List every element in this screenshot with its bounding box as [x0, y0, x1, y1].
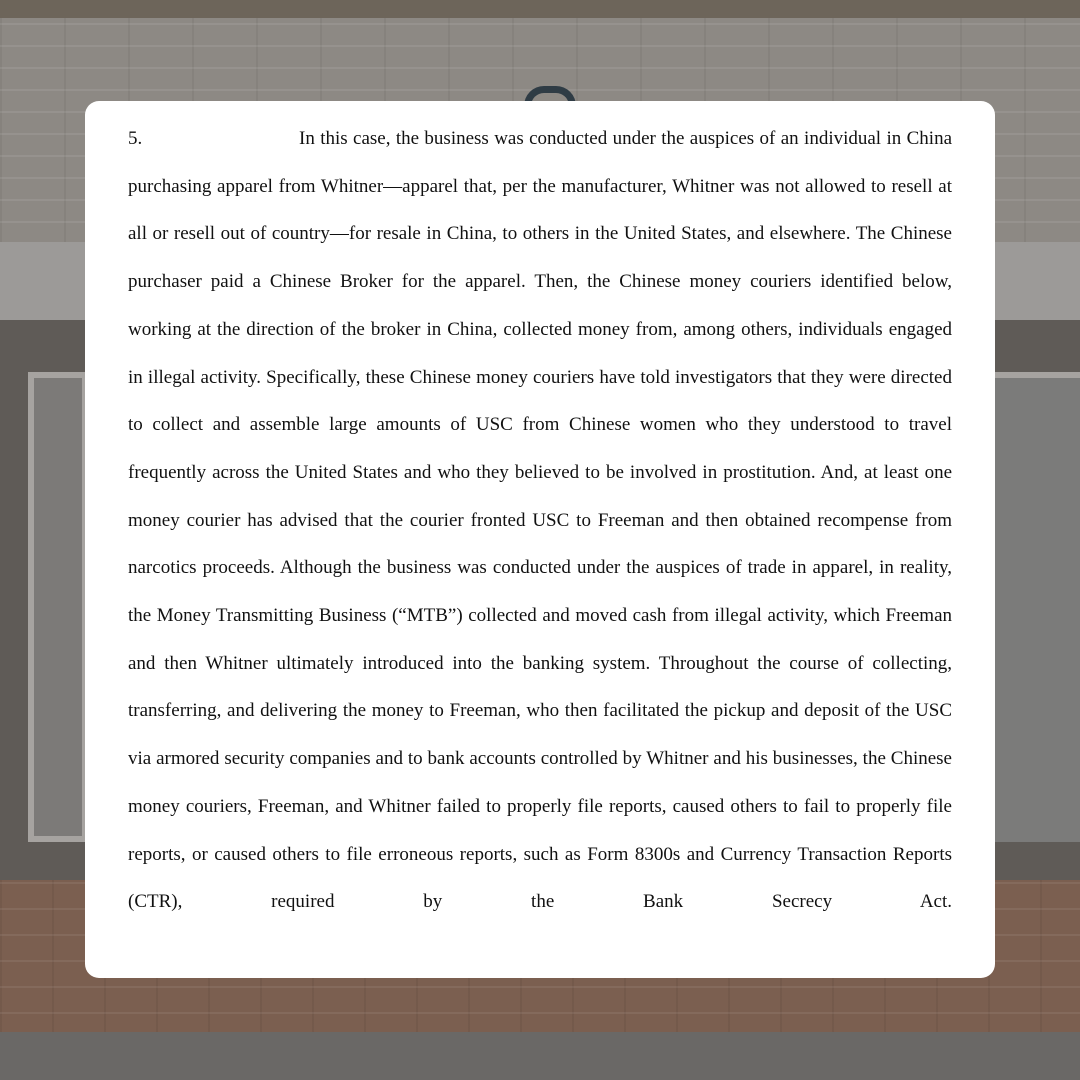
paragraph-text: In this case, the business was conducted under the auspices of an individual in China purchasing apparel from Whitner—apparel that, per the manufacturer, Whitner was not allowed to resell at all or resell out of country—for resale in China, to others in the United States, and elsewhere. The Chinese purchaser paid a Chinese Broker for the apparel. Then, the Chinese money couriers identified below, working at the direction of the broker in China, collected money from, among others, individuals engaged in illegal activity. Specifically, these Chinese money couriers have told investigators that they were directed to collect and assemble large amounts of USC from Chinese women who they understood to travel frequently across the United States and who they believed to be involved in prostitution. And, at least one money courier has advised that the courier fronted USC to Freeman and then obtained recompense from narcotics proceeds. Although the business was conducted under the auspices of trade in apparel, in reality, the Money Transmitting Business (“MTB”) collected and moved cash from illegal activity, which Freeman and then Whitner ultimately introduced into the banking system. Throughout the course of collecting, transferring, and delivering the money to Freeman, who then facilitated the pickup and deposit of the USC via armored security companies and to bank accounts controlled by Whitner and his businesses, the Chinese money couriers, Freeman, and Whitner failed to properly file reports, caused others to fail to properly file reports, or caused others to file erroneous reports, such as Form 8300s and Currency Transaction Reports (CTR), required by the Bank Secrecy Act. [128, 128, 952, 913]
document-paragraph [128, 115, 952, 926]
document-card [85, 101, 995, 978]
paragraph-number: 5. [128, 128, 143, 149]
building-cornice [0, 0, 1080, 18]
storefront-window-right [995, 372, 1080, 842]
storefront-window-left [28, 372, 88, 842]
curb [0, 1032, 1080, 1080]
